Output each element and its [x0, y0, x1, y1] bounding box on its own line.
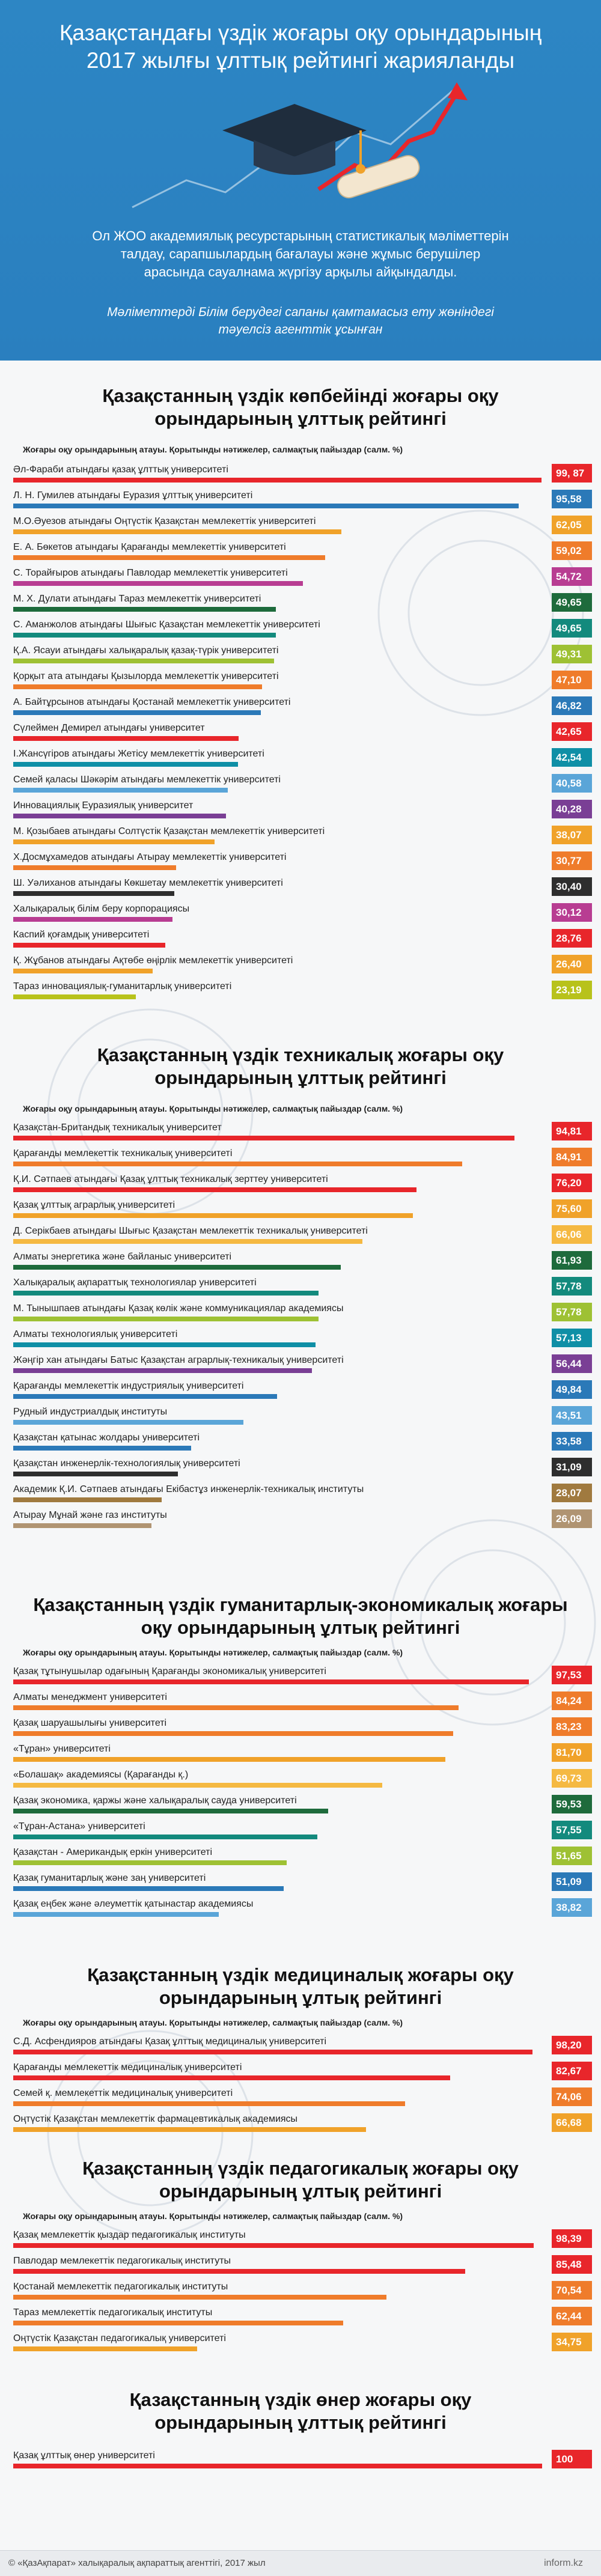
- bar-value-label: 95,58: [552, 490, 592, 508]
- bar-category-label: Қазақ шаруашылығы университеті: [13, 1718, 167, 1728]
- bar-row: [0, 1198, 601, 1222]
- bar-row: [0, 2035, 601, 2059]
- bar-value-label: 70,54: [552, 2281, 592, 2300]
- chart-title-line: оқу орындарының ұлтық рейтингі: [141, 1617, 460, 1638]
- bar-value-label: 43,51: [552, 1406, 592, 1425]
- bar-row: [0, 1405, 601, 1429]
- bar-mark: [13, 1446, 191, 1451]
- bar-value-label: 31,09: [552, 1458, 592, 1476]
- bar-row: [0, 1457, 601, 1481]
- bar-mark: [13, 1136, 514, 1140]
- bar-value-label: 74,06: [552, 2087, 592, 2106]
- chart-title-text: [0, 385, 601, 430]
- chart-title-line: Қазақстанның үздік техникалық жоғары оқу: [97, 1044, 504, 1065]
- bar-mark: [13, 2295, 386, 2300]
- chart-title: [0, 1964, 601, 2009]
- bar-row: [0, 2228, 601, 2252]
- bar-value-label: 26,40: [552, 955, 592, 973]
- bar-value-label: 49,31: [552, 645, 592, 663]
- bar-value-label: 38,82: [552, 1898, 592, 1917]
- bar-mark: [13, 2269, 465, 2274]
- chart-section: [0, 1044, 601, 1524]
- bar-value-label: 81,70: [552, 1743, 592, 1762]
- bar-category-label: Қарағанды мемлекеттік техникалық университеті: [13, 1148, 233, 1159]
- bar-mark: [13, 1213, 413, 1218]
- bar-row: [0, 773, 601, 797]
- bar-row: [0, 1172, 601, 1196]
- chart-title-line: орындарының ұлтық рейтингі: [159, 2181, 442, 2202]
- bar-value-label: 98,39: [552, 2229, 592, 2248]
- bar-category-label: Атырау Мұнай және газ институты: [13, 1510, 167, 1520]
- bar-category-label: Тараз инновациялық-гуманитарлық университеті: [13, 981, 232, 991]
- bar-category-label: Л. Н. Гумилев атындағы Еуразия ұлттық университеті: [13, 490, 253, 501]
- bar-mark: [13, 1809, 328, 1813]
- chart-title: [0, 2157, 601, 2203]
- bar-value-label: 97,53: [552, 1666, 592, 1684]
- bar-mark: [13, 2101, 405, 2106]
- bar-category-label: Рудный индустриалдық институты: [13, 1407, 168, 1417]
- bar-value-label: 28,07: [552, 1484, 592, 1502]
- bar-value-label: 75,60: [552, 1199, 592, 1218]
- bar-mark: [13, 2243, 534, 2248]
- bar-row: [0, 850, 601, 874]
- bar-category-label: Қарағанды мемлекеттік индустриялық университеті: [13, 1381, 244, 1391]
- bar-category-label: Академик Қ.И. Сәтпаев атындағы Екібастұз инженерлік-техникалық институты: [13, 1484, 364, 1494]
- bar-mark: [13, 1731, 453, 1736]
- bar-row: [0, 1664, 601, 1688]
- bar-value-label: 57,55: [552, 1821, 592, 1839]
- chart-title-line: Қазақстанның үздік өнер жоғары оқу: [129, 2389, 472, 2410]
- bar-mark: [13, 684, 262, 689]
- intro-line: Ол ЖОО академиялық ресурстарының статистикалық мәліметтерін: [92, 228, 509, 243]
- bar-category-label: Х.Досмұхамедов атындағы Атырау мемлекеттік университеті: [13, 852, 287, 862]
- bar-category-label: С. Аманжолов атындағы Шығыс Қазақстан мемлекеттік университеті: [13, 620, 320, 630]
- chart-title: [0, 1594, 601, 1639]
- bar-mark: [13, 633, 276, 638]
- bar-value-label: 82,67: [552, 2062, 592, 2080]
- bar-row: [0, 566, 601, 590]
- chart-section: [0, 385, 601, 996]
- bar-row: [0, 2331, 601, 2355]
- chart-title-text: [0, 1594, 601, 1639]
- bar-mark: [13, 2127, 366, 2132]
- bar-mark: [13, 607, 276, 612]
- bar-mark: [13, 736, 239, 741]
- bar-row: [0, 1327, 601, 1351]
- bar-category-label: Қазақстан қатынас жолдары университеті: [13, 1433, 200, 1443]
- bar-value-label: 54,72: [552, 567, 592, 586]
- bar-value-label: 42,65: [552, 722, 592, 741]
- bar-category-label: Қазақстан-Британдық техникалық университет: [13, 1122, 222, 1133]
- chart-subtitle: Жоғары оқу орындарының атауы. Қорытынды нәтижелер, салмақтық пайыздар (салм. %): [23, 2018, 403, 2027]
- bar-row: [0, 2086, 601, 2110]
- bar-mark: [13, 1523, 151, 1528]
- bar-row: [0, 618, 601, 642]
- bar-mark: [13, 1705, 459, 1710]
- chart-title-line: Қазақстанның үздік көпбейінді жоғары оқу: [102, 385, 499, 406]
- bar-row: [0, 1146, 601, 1171]
- bar-category-label: Қазақ экономика, қаржы және халықаралық сауда университеті: [13, 1795, 297, 1806]
- source-line: Мәліметтерді Білім берудегі сапаны қамтамасыз ету жөніндегі: [107, 305, 494, 319]
- bar-mark: [13, 1835, 317, 1839]
- chart-subtitle: Жоғары оқу орындарының атауы. Қорытынды нәтижелер, салмақтық пайыздар (салм. %): [23, 445, 403, 454]
- bar-category-label: Алматы энергетика және байланыс университеті: [13, 1252, 232, 1262]
- bar-row: [0, 2254, 601, 2278]
- copyright-text: © «ҚазАқпарат» халықаралық ақпараттық агенттігі, 2017 жыл: [8, 2558, 266, 2568]
- chart-title-line: Қазақстанның үздік медициналық жоғары оқу: [87, 1964, 514, 1985]
- bar-category-label: «Тұран-Астана» университеті: [13, 1821, 145, 1832]
- graduation-cap-growth-illustration: [120, 75, 481, 219]
- bar-value-label: 99, 87: [552, 464, 592, 483]
- bar-category-label: Алматы менеджмент университеті: [13, 1692, 167, 1702]
- bar-mark: [13, 1162, 462, 1166]
- bar-value-label: 56,44: [552, 1354, 592, 1373]
- intro-line: арасында сауалнама жүргізу арқылы айқындалды.: [144, 264, 457, 279]
- bar-row: [0, 1819, 601, 1844]
- bar-category-label: Ш. Уәлиханов атындағы Көкшетау мемлекеттік университеті: [13, 878, 283, 888]
- bar-category-label: М.О.Әуезов атындағы Оңтүстік Қазақстан мемлекеттік университеті: [13, 516, 316, 526]
- bar-category-label: Оңтүстік Қазақстан педагогикалық университеті: [13, 2333, 226, 2343]
- chart-title-line: орындарының ұлттық рейтингі: [154, 408, 447, 429]
- bar-category-label: Қарағанды мемлекеттік медициналық университеті: [13, 2062, 242, 2072]
- bar-mark: [13, 891, 174, 896]
- bar-row: [0, 514, 601, 538]
- bar-mark: [13, 1912, 219, 1917]
- bar-mark: [13, 478, 542, 483]
- bar-mark: [13, 529, 341, 534]
- chart-title-line: Қазақстанның үздік гуманитарлық-экономикалық жоғары: [33, 1594, 568, 1615]
- bar-row: [0, 1742, 601, 1766]
- bar-row: [0, 824, 601, 848]
- bar-category-label: Семей қаласы Шәкәрім атындағы мемлекеттік университеті: [13, 775, 281, 785]
- header-banner: [0, 0, 601, 361]
- bar-row: [0, 1871, 601, 1895]
- bar-value-label: 100: [552, 2450, 592, 2468]
- bar-mark: [13, 659, 274, 663]
- bar-category-label: М. Х. Дулати атындағы Тараз мемлекеттік университеті: [13, 594, 261, 604]
- bar-mark: [13, 1394, 277, 1399]
- bar-row: [0, 489, 601, 513]
- bar-mark: [13, 1783, 382, 1788]
- bar-category-label: Халықаралық білім беру корпорациясы: [13, 904, 190, 914]
- bar-mark: [13, 2346, 197, 2351]
- bar-value-label: 46,82: [552, 696, 592, 715]
- bar-category-label: Е. А. Бөкетов атындағы Қарағанды мемлекеттік университеті: [13, 542, 286, 552]
- bar-row: [0, 1276, 601, 1300]
- bar-mark: [13, 2321, 343, 2325]
- bar-value-label: 57,13: [552, 1329, 592, 1347]
- bar-category-label: Семей қ. мемлекеттік медициналық университеті: [13, 2088, 233, 2098]
- bar-mark: [13, 555, 325, 560]
- bar-category-label: С.Д. Асфендияров атындағы Қазақ ұлттық медициналық университеті: [13, 2036, 327, 2047]
- bar-value-label: 76,20: [552, 1174, 592, 1192]
- chart-title-text: [0, 2389, 601, 2434]
- bar-row: [0, 1845, 601, 1869]
- page-title-line: Қазақстандағы үздік жоғары оқу орындарының: [59, 20, 542, 45]
- chart-title: [0, 385, 601, 430]
- bar-category-label: Қорқыт ата атындағы Қызылорда мемлекеттік университеті: [13, 671, 279, 681]
- bar-mark: [13, 2464, 542, 2468]
- bar-mark: [13, 839, 215, 844]
- bar-category-label: Каспий қоғамдық университеті: [13, 930, 150, 940]
- bar-value-label: 61,93: [552, 1251, 592, 1270]
- bar-mark: [13, 943, 165, 948]
- bar-row: [0, 2280, 601, 2304]
- bar-category-label: Алматы технологиялық университеті: [13, 1329, 178, 1339]
- bar-category-label: Қазақстан инженерлік-технологиялық университеті: [13, 1458, 240, 1469]
- chart-section: [0, 1964, 601, 2128]
- chart-title-line: орындарының ұлттық рейтингі: [154, 2412, 447, 2433]
- bar-row: [0, 2306, 601, 2330]
- bar-value-label: 85,48: [552, 2255, 592, 2274]
- bar-value-label: 57,78: [552, 1303, 592, 1321]
- bar-row: [0, 1431, 601, 1455]
- bar-row: [0, 592, 601, 616]
- bar-row: [0, 695, 601, 719]
- bar-category-label: Халықаралық ақпараттық технологиялар университеті: [13, 1277, 257, 1288]
- bar-value-label: 23,19: [552, 981, 592, 999]
- chart-title-line: орындарының ұлтық рейтингі: [159, 1987, 442, 2008]
- bar-row: [0, 1224, 601, 1248]
- bar-row: [0, 1897, 601, 1921]
- bar-row: [0, 1302, 601, 1326]
- bar-value-label: 83,23: [552, 1717, 592, 1736]
- bar-mark: [13, 1679, 529, 1684]
- bar-row: [0, 1508, 601, 1532]
- footer: [0, 2550, 601, 2576]
- bar-mark: [13, 865, 176, 870]
- chart-section: [0, 2389, 601, 2465]
- bar-row: [0, 669, 601, 693]
- bar-mark: [13, 1342, 316, 1347]
- bar-mark: [13, 1757, 445, 1762]
- bar-category-label: «Болашақ» академиясы (Қарағанды қ.): [13, 1770, 189, 1780]
- bar-mark: [13, 1368, 312, 1373]
- bar-row: [0, 1716, 601, 1740]
- bar-value-label: 69,73: [552, 1769, 592, 1788]
- bar-value-label: 66,06: [552, 1225, 592, 1244]
- bar-row: [0, 747, 601, 771]
- bar-category-label: Тараз мемлекеттік педагогикалық институты: [13, 2307, 213, 2318]
- chart-title-text: [0, 2157, 601, 2203]
- bar-category-label: І.Жансүгіров атындағы Жетісу мемлекеттік университеті: [13, 749, 264, 759]
- source-line: тәуелсіз агенттік ұсынған: [218, 323, 383, 336]
- bar-value-label: 59,02: [552, 541, 592, 560]
- bar-value-label: 42,54: [552, 748, 592, 767]
- bar-mark: [13, 1187, 416, 1192]
- bar-value-label: 40,28: [552, 800, 592, 818]
- intro-description: [0, 227, 601, 281]
- bar-value-label: 28,76: [552, 929, 592, 948]
- bar-value-label: 30,12: [552, 903, 592, 922]
- bar-mark: [13, 1239, 362, 1244]
- bar-category-label: А. Байтұрсынов атындағы Қостанай мемлекеттік университеті: [13, 697, 291, 707]
- bar-row: [0, 799, 601, 823]
- bar-value-label: 40,58: [552, 774, 592, 793]
- bar-mark: [13, 762, 238, 767]
- bar-mark: [13, 1472, 178, 1476]
- bar-row: [0, 902, 601, 926]
- bar-row: [0, 540, 601, 564]
- chart-title-text: [0, 1044, 601, 1089]
- bar-mark: [13, 969, 153, 973]
- chart-section: [0, 1594, 601, 1913]
- bar-category-label: Қостанай мемлекеттік педагогикалық институты: [13, 2282, 228, 2292]
- bar-row: [0, 2449, 601, 2473]
- source-note: [0, 303, 601, 338]
- bar-value-label: 59,53: [552, 1795, 592, 1813]
- chart-title-text: [0, 1964, 601, 2009]
- bar-category-label: Қазақ мемлекеттік қыздар педагогикалық институты: [13, 2230, 246, 2240]
- bar-mark: [13, 1291, 319, 1296]
- bar-value-label: 47,10: [552, 671, 592, 689]
- bar-category-label: Қ. Жұбанов атындағы Ақтөбе өңірлік мемлекеттік университеті: [13, 955, 293, 966]
- bar-mark: [13, 1420, 243, 1425]
- bar-mark: [13, 1860, 287, 1865]
- bar-category-label: Қазақ еңбек және әлеуметтік қатынастар академиясы: [13, 1899, 254, 1909]
- bar-row: [0, 954, 601, 978]
- bar-category-label: Жәңгір хан атындағы Батыс Қазақстан аграрлық-техникалық университеті: [13, 1355, 344, 1365]
- bar-row: [0, 1768, 601, 1792]
- bar-category-label: «Тұран» университеті: [13, 1744, 111, 1754]
- bar-row: [0, 463, 601, 487]
- bar-category-label: Қазақ тұтынушылар одағының Қарағанды экономикалық университеті: [13, 1666, 326, 1676]
- bar-category-label: Әл-Фараби атындағы қазақ ұлттық университеті: [13, 464, 228, 475]
- chart-title: [0, 2389, 601, 2434]
- bar-category-label: С. Торайғыров атындағы Павлодар мемлекеттік университеті: [13, 568, 288, 578]
- chart-subtitle: Жоғары оқу орындарының атауы. Қорытынды нәтижелер, салмақтық пайыздар (салм. %): [23, 1648, 403, 1657]
- bar-value-label: 51,09: [552, 1872, 592, 1891]
- bar-value-label: 62,05: [552, 516, 592, 534]
- bar-category-label: Сүлеймен Демирел атындағы университет: [13, 723, 205, 733]
- bar-value-label: 84,91: [552, 1148, 592, 1166]
- bar-row: [0, 928, 601, 952]
- chart-title-line: орындарының ұлттық рейтингі: [154, 1067, 447, 1088]
- bar-value-label: 94,81: [552, 1122, 592, 1140]
- intro-line: талдау, сарапшылардың бағалауы және жұмыс берушілер: [120, 246, 481, 261]
- bar-category-label: Қазақ ұлттық аграрлық университеті: [13, 1200, 175, 1210]
- bar-value-label: 62,44: [552, 2307, 592, 2325]
- bar-category-label: Қазақ ұлттық өнер университеті: [13, 2450, 155, 2461]
- bar-value-label: 49,84: [552, 1380, 592, 1399]
- bar-mark: [13, 1317, 319, 1321]
- bar-category-label: Қазақстан - Американдық еркін университеті: [13, 1847, 213, 1857]
- bar-row: [0, 1353, 601, 1377]
- chart-subtitle: Жоғары оқу орындарының атауы. Қорытынды нәтижелер, салмақтық пайыздар (салм. %): [23, 1104, 403, 1113]
- bar-value-label: 51,65: [552, 1847, 592, 1865]
- bar-row: [0, 1690, 601, 1714]
- bar-row: [0, 2060, 601, 2084]
- bar-mark: [13, 2050, 532, 2054]
- bar-row: [0, 1121, 601, 1145]
- bar-mark: [13, 710, 261, 715]
- bar-value-label: 84,24: [552, 1691, 592, 1710]
- bar-category-label: Инновациялық Еуразиялық университет: [13, 800, 194, 811]
- bar-category-label: Оңтүстік Қазақстан мемлекеттік фармацевтикалық академиясы: [13, 2114, 298, 2124]
- bar-mark: [13, 814, 226, 818]
- bar-row: [0, 1482, 601, 1506]
- bar-value-label: 66,68: [552, 2113, 592, 2132]
- bar-row: [0, 2112, 601, 2136]
- bar-mark: [13, 2075, 450, 2080]
- bar-value-label: 57,78: [552, 1277, 592, 1296]
- bar-value-label: 30,40: [552, 877, 592, 896]
- page-title-line: 2017 жылғы ұлттық рейтингі жарияланды: [86, 48, 515, 73]
- bar-mark: [13, 994, 136, 999]
- bar-mark: [13, 917, 172, 922]
- bar-row: [0, 979, 601, 1003]
- bar-row: [0, 876, 601, 900]
- bar-mark: [13, 581, 303, 586]
- bar-row: [0, 1379, 601, 1403]
- bar-category-label: Павлодар мемлекеттік педагогикалық институты: [13, 2256, 231, 2266]
- bar-mark: [13, 1886, 284, 1891]
- bar-value-label: 33,58: [552, 1432, 592, 1451]
- page-title: [0, 19, 601, 75]
- chart-title: [0, 1044, 601, 1089]
- bar-value-label: 38,07: [552, 826, 592, 844]
- chart-subtitle: Жоғары оқу орындарының атауы. Қорытынды нәтижелер, салмақтық пайыздар (салм. %): [23, 2211, 403, 2221]
- bar-value-label: 34,75: [552, 2333, 592, 2351]
- site-link[interactable]: inform.kz: [544, 2558, 583, 2568]
- chart-title-line: Қазақстанның үздік педагогикалық жоғары оқу: [82, 2158, 519, 2179]
- bar-mark: [13, 1497, 162, 1502]
- bar-row: [0, 721, 601, 745]
- bar-row: [0, 1250, 601, 1274]
- bar-row: [0, 1794, 601, 1818]
- bar-row: [0, 644, 601, 668]
- bar-mark: [13, 788, 228, 793]
- bar-category-label: Қазақ гуманитарлық және заң университеті: [13, 1873, 206, 1883]
- bar-category-label: Д. Серікбаев атындағы Шығыс Қазақстан мемлекеттік техникалық университеті: [13, 1226, 368, 1236]
- bar-category-label: М. Тынышпаев атындағы Қазақ көлік және коммуникациялар академиясы: [13, 1303, 344, 1314]
- bar-category-label: М. Қозыбаев атындағы Солтүстік Қазақстан мемлекеттік университеті: [13, 826, 325, 836]
- bar-value-label: 30,77: [552, 851, 592, 870]
- bar-category-label: Қ.И. Сәтпаев атындағы Қазақ ұлттық техникалық зерттеу университеті: [13, 1174, 328, 1184]
- bar-mark: [13, 1265, 341, 1270]
- bar-value-label: 26,09: [552, 1509, 592, 1528]
- bar-value-label: 49,65: [552, 619, 592, 638]
- bar-value-label: 98,20: [552, 2036, 592, 2054]
- bar-mark: [13, 504, 519, 508]
- bar-value-label: 49,65: [552, 593, 592, 612]
- bar-category-label: Қ.А. Ясауи атындағы халықаралық қазақ-түрік университеті: [13, 645, 279, 656]
- chart-section: [0, 2157, 601, 2348]
